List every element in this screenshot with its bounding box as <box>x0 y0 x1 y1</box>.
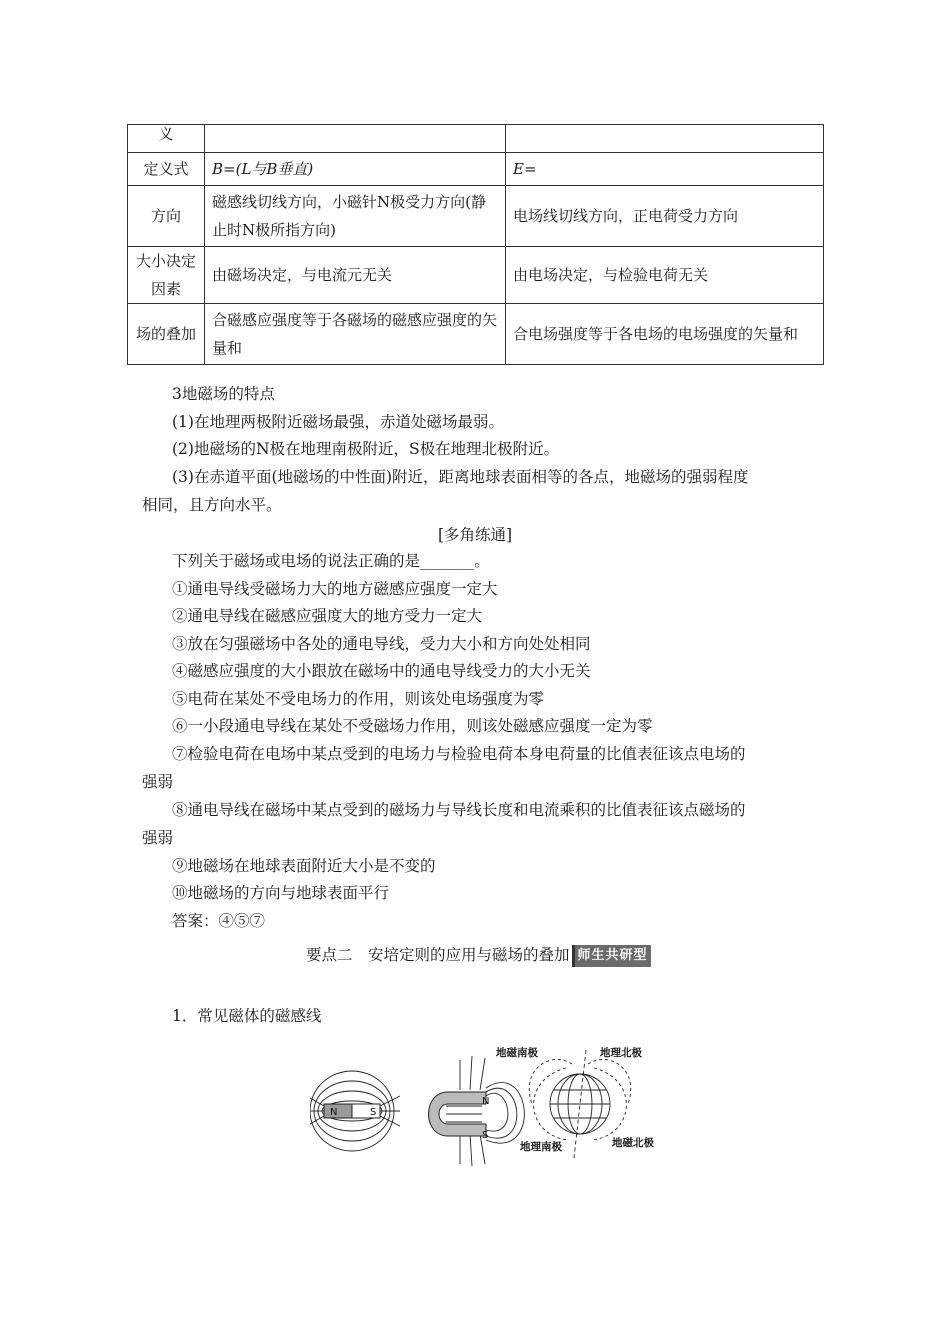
table-row <box>128 153 824 186</box>
bar-s-label: S <box>370 1107 377 1118</box>
magnetic-cell: 由磁场决定，与电流元无关 <box>205 247 506 304</box>
geo-magnetic-south-label: 地磁南极 <box>496 1047 538 1059</box>
subsection-title: 1．常见磁体的磁感线 <box>172 1007 322 1025</box>
magnetic-cell: 磁感线切线方向，小磁针N极受力方向(静止时N极所指方向) <box>205 186 506 247</box>
row-header: 场的叠加 <box>128 304 205 365</box>
table-row <box>128 186 824 247</box>
geo-north-label: 地理北极 <box>600 1047 642 1059</box>
paragraph: (2)地磁场的N极在地理南极附近，S极在地理北极附近。 <box>172 440 560 458</box>
question-text: 下列关于磁场或电场的说法正确的是_______。 <box>172 552 490 570</box>
option-item: ③放在匀强磁场中各处的通电导线，受力大小和方向处处相同 <box>172 635 591 653</box>
row-header: 大小决定因素 <box>128 247 205 304</box>
row-header: 义 <box>128 125 205 153</box>
horseshoe-n-label: N <box>482 1096 490 1107</box>
bar-n-label: N <box>330 1107 338 1118</box>
magnetic-cell: 合磁感应强度等于各磁场的磁感应强度的矢量和 <box>205 304 506 365</box>
answer-text: 答案：④⑤⑦ <box>172 912 266 930</box>
row-header: 方向 <box>128 186 205 247</box>
electric-cell: 电场线切线方向，正电荷受力方向 <box>506 186 824 247</box>
paragraph: (1)在地理两极附近磁场最强，赤道处磁场最弱。 <box>172 413 504 431</box>
option-item: ⑨地磁场在地球表面附近大小是不变的 <box>172 857 436 875</box>
option-item: ⑥一小段通电导线在某处不受磁场力作用，则该处磁感应强度一定为零 <box>172 717 653 735</box>
horseshoe-s-label: S <box>482 1130 489 1141</box>
paragraph: 相同，且方向水平。 <box>142 496 282 514</box>
electric-cell: E= <box>506 153 824 186</box>
row-header: 定义式 <box>128 153 205 186</box>
paragraph: (3)在赤道平面(地磁场的中性面)附近，距离地球表面相等的各点，地磁场的强弱程度 <box>172 468 749 486</box>
option-item: ⑩地磁场的方向与地球表面平行 <box>172 884 390 902</box>
horseshoe-magnet-diagram <box>446 1056 524 1166</box>
option-item: 强弱 <box>142 829 174 847</box>
option-item: ②通电导线在磁感应强度大的地方受力一定大 <box>172 607 483 625</box>
exercise-header: [多角练通] <box>437 526 513 544</box>
comparison-table <box>127 124 824 365</box>
magnetic-cell: B=(L与B垂直) <box>205 153 506 186</box>
electric-cell: 由电场决定，与检验电荷无关 <box>506 247 824 304</box>
category-badge: 师生共研型 <box>572 945 651 967</box>
section-title: 3地磁场的特点 <box>172 385 275 403</box>
option-item: ⑦检验电荷在电场中某点受到的电场力与检验电荷本身电荷量的比值表征该点电场的 <box>172 745 746 763</box>
table-row <box>128 247 824 304</box>
geo-magnetic-north-label: 地磁北极 <box>612 1137 654 1149</box>
option-item: ①通电导线受磁场力大的地方磁感应强度一定大 <box>172 580 498 598</box>
magnetic-field-figure <box>310 1040 680 1168</box>
table-row <box>128 125 824 153</box>
magnetic-cell <box>205 125 506 153</box>
keypoint-heading <box>306 945 651 967</box>
geo-south-label: 地理南极 <box>520 1141 562 1153</box>
option-item: ⑧通电导线在磁场中某点受到的磁场力与导线长度和电流乘积的比值表征该点磁场的 <box>172 801 746 819</box>
option-item: 强弱 <box>142 773 174 791</box>
option-item: ④磁感应强度的大小跟放在磁场中的通电导线受力的大小无关 <box>172 662 591 680</box>
electric-cell: 合电场强度等于各电场的电场强度的矢量和 <box>506 304 824 365</box>
electric-cell <box>506 125 824 153</box>
table-row <box>128 304 824 365</box>
option-item: ⑤电荷在某处不受电场力的作用，则该处电场强度为零 <box>172 690 545 708</box>
keypoint-title: 要点二 安培定则的应用与磁场的叠加 <box>306 946 570 964</box>
